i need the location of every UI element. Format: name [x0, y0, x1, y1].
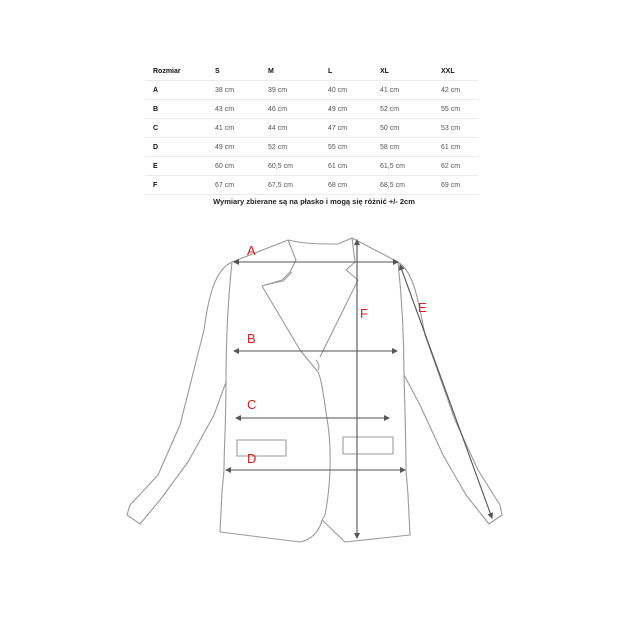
- row-label: A: [145, 81, 207, 100]
- lapel-right: [320, 270, 358, 357]
- header-l: L: [320, 62, 372, 81]
- left-pocket: [237, 440, 286, 456]
- table-cell: 60,5 cm: [260, 157, 320, 176]
- table-cell: 40 cm: [320, 81, 372, 100]
- row-label: E: [145, 157, 207, 176]
- table-cell: 67,5 cm: [260, 176, 320, 195]
- table-cell: 50 cm: [372, 119, 433, 138]
- table-cell: 42 cm: [433, 81, 478, 100]
- table-cell: 46 cm: [260, 100, 320, 119]
- table-cell: 67 cm: [207, 176, 260, 195]
- collar-right: [346, 238, 355, 270]
- header-xl: XL: [372, 62, 433, 81]
- header-size: Rozmiar: [145, 62, 207, 81]
- table-cell: 38 cm: [207, 81, 260, 100]
- measurement-note: Wymiary zbierane są na płasko i mogą się różnić +/- 2cm: [213, 197, 415, 206]
- row-label: C: [145, 119, 207, 138]
- label-a: A: [247, 243, 256, 258]
- collar-left: [282, 240, 296, 280]
- header-s: S: [207, 62, 260, 81]
- table-cell: 47 cm: [320, 119, 372, 138]
- table-cell: 68 cm: [320, 176, 372, 195]
- table-cell: 49 cm: [320, 100, 372, 119]
- table-cell: 62 cm: [433, 157, 478, 176]
- table-cell: 68,5 cm: [372, 176, 433, 195]
- measure-line-e: [400, 265, 492, 518]
- label-e: E: [418, 300, 427, 315]
- right-pocket: [343, 437, 393, 454]
- header-xxl: XXL: [433, 62, 478, 81]
- label-c: C: [247, 397, 257, 412]
- front-opening: [318, 372, 330, 520]
- left-sleeve: [127, 262, 232, 524]
- table-cell: 61 cm: [320, 157, 372, 176]
- table-cell: 39 cm: [260, 81, 320, 100]
- table-cell: 43 cm: [207, 100, 260, 119]
- table-cell: 49 cm: [207, 138, 260, 157]
- measurement-labels: [247, 243, 427, 466]
- table-cell: 61,5 cm: [372, 157, 433, 176]
- button-line: [316, 360, 319, 370]
- label-d: D: [247, 451, 257, 466]
- table-cell: 55 cm: [320, 138, 372, 157]
- row-label: F: [145, 176, 207, 195]
- lapel-left: [262, 280, 318, 372]
- table-cell: 52 cm: [372, 100, 433, 119]
- header-m: M: [260, 62, 320, 81]
- table-cell: 52 cm: [260, 138, 320, 157]
- table-cell: 44 cm: [260, 119, 320, 138]
- label-b: B: [247, 331, 256, 346]
- table-cell: 41 cm: [207, 119, 260, 138]
- row-label: D: [145, 138, 207, 157]
- table-cell: 41 cm: [372, 81, 433, 100]
- table-cell: 58 cm: [372, 138, 433, 157]
- table-cell: 55 cm: [433, 100, 478, 119]
- label-f: F: [360, 306, 368, 321]
- table-cell: 61 cm: [433, 138, 478, 157]
- shoulders: [232, 238, 398, 262]
- table-cell: 69 cm: [433, 176, 478, 195]
- table-cell: 53 cm: [433, 119, 478, 138]
- table-cell: 60 cm: [207, 157, 260, 176]
- body-left-side: [220, 262, 322, 542]
- body-right-side: [322, 262, 410, 542]
- row-label: B: [145, 100, 207, 119]
